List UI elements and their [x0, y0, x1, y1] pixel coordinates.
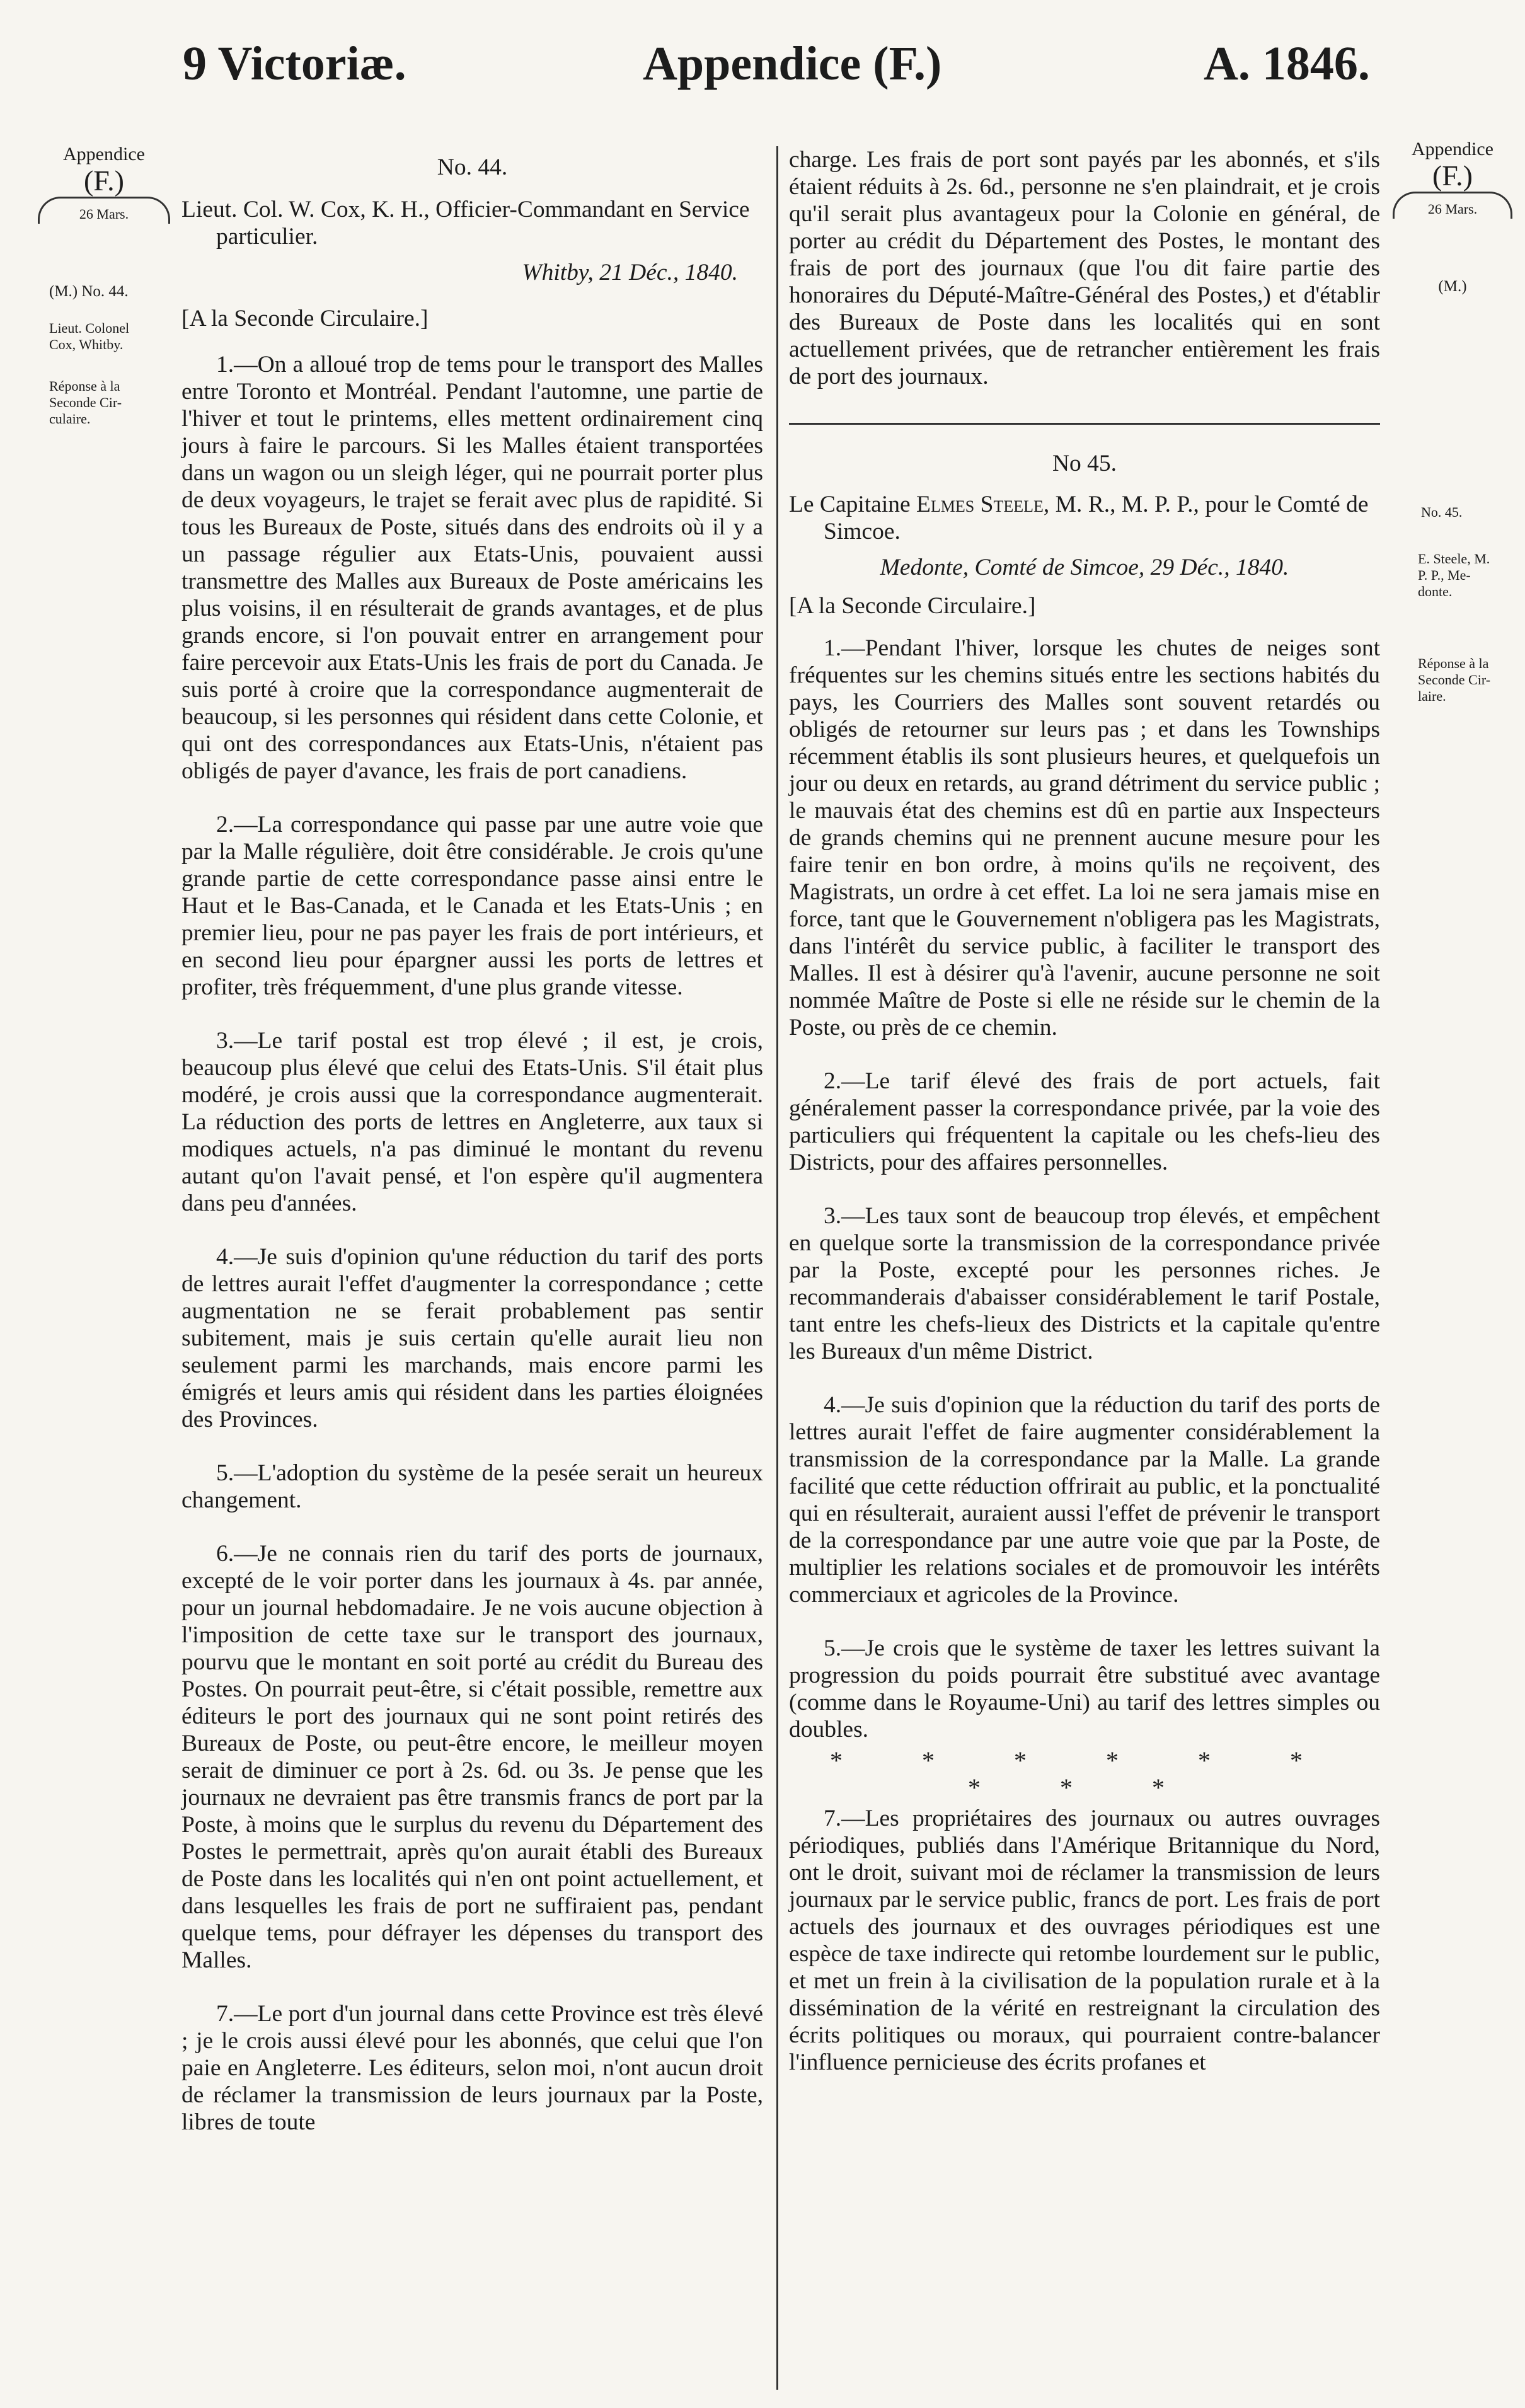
left-name-note	[49, 320, 175, 353]
right-appendix-letter: (F.)	[1432, 159, 1473, 192]
letter45-addressee-prefix: Le Capitaine	[789, 492, 917, 517]
letter44-para-3: 3.—Le tarif postal est trop élevé ; il est, je crois, beaucoup plus élevé que celui des Etats-Unis. S'il était plus modéré, je crois aussi que la correspondance augmenterait. La réduction des ports de lettres en Angleterre, aux taux si modiques actuels, n'a pas diminué le montant du revenu autant qu'on l'avait pensé, et l'on espère qu'il augmentera dans peu d'années.	[181, 1028, 763, 1216]
letter45-circular: [A la Seconde Circulaire.]	[789, 593, 1036, 619]
letter44-para-7: 7.—Le port d'un journal dans cette Province est très élevé ; je le crois aussi élevé pour les abonnés, que celui que l'on paie en Angleterre. Les éditeurs, selon moi, n'ont aucun droit de réclamer la transmission de leurs journaux par la Poste, libres de toute	[181, 2001, 763, 2135]
left-date: 26 Mars.	[79, 206, 129, 222]
letter45-addressee	[789, 491, 1380, 545]
letter45-addressee-suffix: , M. R., M. P. P., pour le Comté de Simcoe.	[824, 492, 1369, 544]
right-reply-line1: Réponse à la	[1418, 655, 1489, 671]
letter44-number: No. 44.	[437, 154, 508, 180]
section-rule	[789, 423, 1380, 425]
right-appendix-title: Appendice	[1412, 139, 1493, 159]
left-margin-appendix	[38, 144, 170, 224]
left-reply-note	[49, 378, 175, 427]
letter45-para-7: 7.—Les propriétaires des journaux ou autres ouvrages périodiques, publiés dans l'Amérique Britannique du Nord, ont le droit, suivant moi de réclamer la transmission de leurs journaux par le service public, francs de port. Les frais de port actuels des journaux et des ouvrages périodiques est une espèce de taxe indirecte qui retombe lourdement sur le public, et met un frein à la civilisation de la population rurale et à la dissémination de la vérité en restreignant la circulation des écrits politiques ou moraux, qui pourraient contre-balancer l'influence pernicieuse des écrits profanes et	[789, 1806, 1380, 2075]
letter44-para-5: 5.—L'adoption du système de la pesée serait un heureux changement.	[181, 1460, 763, 1513]
letter44-place-date: Whitby, 21 Déc., 1840.	[522, 260, 738, 285]
right-name-line3: donte.	[1418, 584, 1453, 599]
left-reply-line2: Seconde Cir-	[49, 395, 122, 410]
header-year: A. 1846.	[1204, 37, 1370, 90]
letter44-para-4: 4.—Je suis d'opinion qu'une réduction du tarif des ports de lettres aurait l'effet d'augmenter la correspondance ; cette augmentation ne se ferait probablement pas sentir subitement, mais je suis certain qu'elle aurait lieu non seulement parmi les marchands, mais encore parmi les émigrés et leurs amis qui résident dans les parties éloignées des Provinces.	[181, 1244, 763, 1432]
letter44-para-1: 1.—On a alloué trop de tems pour le transport des Malles entre Toronto et Montréal. Pendant l'automne, une partie de l'hiver et tout le printems, elles mettent ordinairement cinq jours à faire le parcours. Si les Malles étaient transportées dans un wagon ou un sleigh léger, qui ne pourrait porter plus de deux voyageurs, le trajet se ferait avec plus de rapidité. Si tous les Bureaux de Poste, situés dans des endroits où il y a un passage régulier aux Etats-Unis, pouvaient aussi transmettre des Malles aux Bureaux de Poste américains les plus voisins, il en résulterait de grands avantages, et de plus grands encore, si l'on pouvait entrer en arrangement pour faire percevoir aux Etats-Unis les frais de port du Canada. Je suis porté à croire que la correspondance augmenterait de beaucoup, si les personnes qui résident dans cette Colonie, et qui ont des correspondances aux Etats-Unis, n'étaient pas obligés de payer d'avance, les frais de port canadiens.	[181, 352, 763, 784]
right-reply-line2: Seconde Cir-	[1418, 672, 1491, 688]
right-date: 26 Mars.	[1427, 201, 1478, 217]
left-reply-line3: culaire.	[49, 411, 91, 427]
column-divider	[776, 146, 778, 2390]
right-column	[789, 146, 1380, 2076]
letter45-place-date: Medonte, Comté de Simcoe, 29 Déc., 1840.	[880, 555, 1289, 580]
right-name-line2: P. P., Me-	[1418, 567, 1471, 583]
left-appendix-letter: (F.)	[83, 164, 125, 197]
right-date-box	[1393, 192, 1512, 219]
left-appendix-title: Appendice	[63, 144, 145, 164]
left-column	[181, 146, 763, 2136]
header-session: 9 Victoriæ.	[183, 37, 406, 90]
letter44-para-2: 2.—La correspondance qui passe par une autre voie que par la Malle régulière, doit être considérable. Je crois qu'une grande partie de cette correspondance passe ainsi entre le Haut et le Bas-Canada, et le Canada et les Etats-Unis ; en premier lieu, pour ne pas payer les frais de port intérieurs, et en second lieu pour épargner aussi les ports de lettres et profiter, très fréquemment, d'une plus grande vitesse.	[181, 812, 763, 1000]
letter44-addressee: Lieut. Col. W. Cox, K. H., Officier-Commandant en Service particulier.	[181, 197, 750, 250]
letter45-para-3: 3.—Les taux sont de beaucoup trop élevés, et empêchent en quelque sorte la transmission de la correspondance privée par la Poste, excepté pour les personnes riches. Je recommanderais d'abaisser considérablement le tarif Postale, tant entre les chefs-lieux des Districts et la capitale qu'entre les Bureaux d'un même District.	[789, 1203, 1380, 1364]
right-reply-note	[1418, 655, 1519, 705]
left-date-box	[38, 197, 170, 224]
letter45-para-5: 5.—Je crois que le système de taxer les lettres suivant la progression du poids pourrait être substitué avec avantage (comme dans le Royaume-Uni) au tarif des lettres simples ou doubles.	[789, 1635, 1380, 1743]
letter45-addressee-name: Elmes Steele	[916, 492, 1044, 517]
letter45-para-1: 1.—Pendant l'hiver, lorsque les chutes de neiges sont fréquentes sur les chemins situés entre les sections habités du pays, les Courriers des Malles sont souvent retardés ou obligés de retourner sur leurs pas ; et dans les Townships récemment établis ils sont plusieurs heures, et quelquefois un jour ou deux en retards, au grand détriment du service public ; le mauvais état des chemins est dû en partie aux Inspecteurs de grands chemins qui ne prennent aucune mesure pour les faire tenir en bon ordre, à moins qu'ils ne reçoivent, des Magistrats, un ordre à cet effet. La loi ne sera jamais mise en force, tant que le Gouvernement n'obligera pas les Magistrats, dans l'intérêt du service public, à faciliter le transport des Malles. Il est à désirer qu'à l'avenir, aucune personne ne soit nommée Maître de Poste si elle ne réside sur le chemin de la Poste, ou près de ce chemin.	[789, 635, 1380, 1040]
right-margin-appendix	[1393, 139, 1512, 219]
letter44-para-6: 6.—Je ne connais rien du tarif des ports de journaux, excepté de le voir porter dans les journaux à 4s. par année, pour un journal hebdomadaire. Je ne vois aucune objection à l'imposition de cette taxe sur le transport des journaux, pourvu que le montant en soit porté au crédit du Bureau des Postes. On pourrait peut-être, si c'était possible, remettre aux éditeurs le port des journaux qui ne sont point retirés des Bureaux de Poste, ou peut-être encore, le meilleur moyen serait de diminuer ce port à 2s. 6d. ou 3s. Je pense que les journaux ne devraient pas être transmis francs de port par la Poste, à moins que le surplus du revenu du Département des Postes le permettrait, après qu'on aurait établi des Bureaux de Poste dans les localités qui n'en ont point actuellement, et dans lesquelles les frais de port ne suffiraient pas, pendant quelque tems, pour défrayer les dépenses du transport des Malles.	[181, 1541, 763, 1973]
letter45-para-4: 4.—Je suis d'opinion que la réduction du tarif des ports de lettres aurait l'effet de faire augmenter considérablement la transmission de la correspondance par la Malle. La grande facilité que cette réduction offrirait au public, et la ponctualité qui en résulterait, auraient aussi l'effet de prévenir le transport de la correspondance par une autre voie que par la Poste, de multiplier les relations sociales et de promouvoir les intérêts commerciaux et agricoles de la Province.	[789, 1392, 1380, 1608]
left-reply-line1: Réponse à la	[49, 378, 120, 394]
right-ref: (M.)	[1438, 278, 1467, 295]
ellipsis-stars: * * * * * * * * *	[830, 1746, 1339, 1802]
left-name-line1: Lieut. Colonel	[49, 320, 130, 336]
right-name-line1: E. Steele, M.	[1418, 551, 1490, 567]
left-name-line2: Cox, Whitby.	[49, 337, 124, 352]
right-no: No. 45.	[1421, 504, 1463, 520]
letter45-para-2: 2.—Le tarif élevé des frais de port actuels, fait généralement passer la correspondance privée, par la voie des particuliers qui fréquentent la capitale ou les chefs-lieu des Districts, pour des affaires personnelles.	[789, 1068, 1380, 1175]
letter44-continuation: charge. Les frais de port sont payés par les abonnés, et s'ils étaient réduits à 2s. 6d., personne ne s'en plaindrait, et je crois qu'il serait plus avantageux pour la Colonie en général, de porter au crédit du Département des Postes, le montant des frais de port des journaux (que l'ou dit faire partie des honoraires du Député-Maître-Général des Postes,) et d'établir des Bureaux de Poste dans les localités qui en sont actuellement privées, que de retrancher entièrement les frais de port des journaux.	[789, 147, 1380, 389]
header-title: Appendice (F.)	[643, 37, 942, 90]
right-name-note	[1418, 551, 1519, 600]
right-reply-line3: laire.	[1418, 688, 1446, 704]
letter44-circular: [A la Seconde Circulaire.]	[181, 306, 429, 331]
left-ref: (M.) No. 44.	[49, 283, 129, 300]
letter45-number: No 45.	[1052, 451, 1117, 476]
